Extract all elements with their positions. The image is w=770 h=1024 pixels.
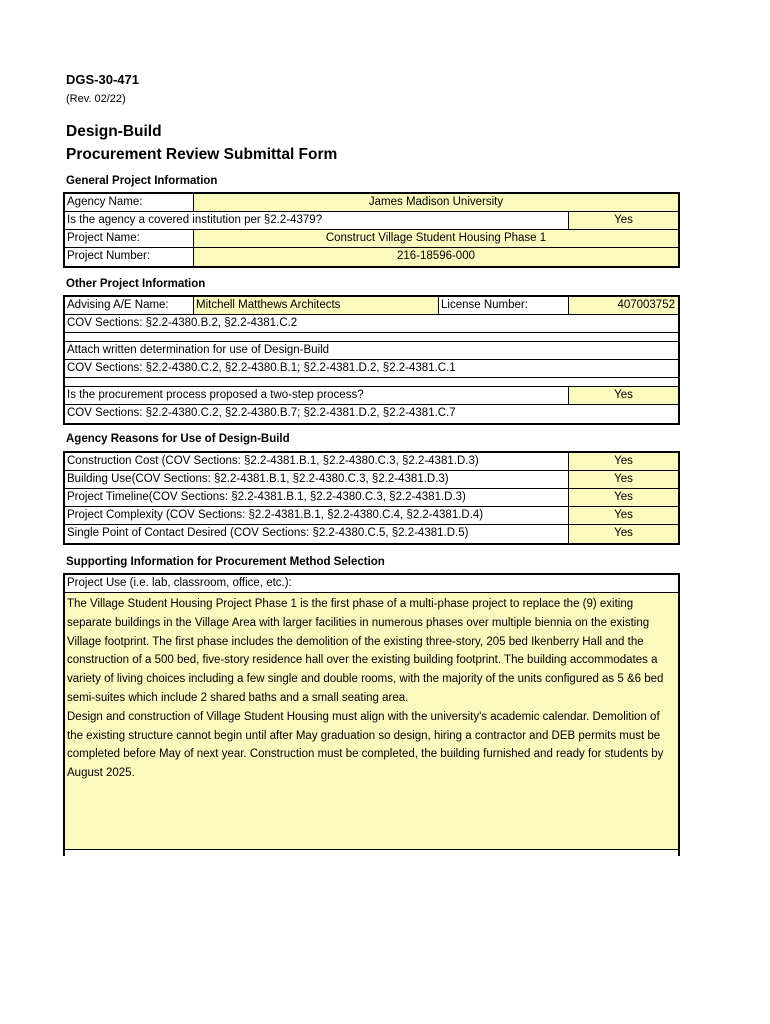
- license-field[interactable]: 407003752: [568, 297, 678, 314]
- spacer-row: [65, 333, 678, 342]
- spacer-row: [65, 378, 678, 387]
- two-step-row: [65, 387, 678, 405]
- revision-date: (Rev. 02/22): [66, 93, 126, 105]
- project-number-field[interactable]: 216-18596-000: [193, 248, 678, 266]
- project-name-label: Project Name:: [67, 232, 140, 244]
- attach-row: [65, 342, 678, 360]
- supporting-table: [63, 573, 680, 856]
- cov-sections-3: COV Sections: §2.2-4380.C.2, §2.2-4380.B.7; §2.2-4381.D.2, §2.2-4381.C.7: [67, 407, 456, 419]
- two-step-field[interactable]: Yes: [568, 387, 678, 404]
- reason-label: Project Timeline(COV Sections: §2.2-4381.B.1, §2.2-4380.C.3, §2.2-4381.D.3): [67, 491, 466, 503]
- general-info-table: [63, 192, 680, 268]
- reason-label: Single Point of Contact Desired (COV Sections: §2.2-4380.C.5, §2.2-4381.D.5): [67, 527, 469, 539]
- supporting-heading: Supporting Information for Procurement Method Selection: [66, 556, 385, 568]
- project-name-row: [65, 230, 678, 248]
- reason-row: [65, 489, 678, 507]
- narrative-paragraph-1: The Village Student Housing Project Phase 1 is the first phase of a multi-phase project to replace the (9) exiting separate buildings in the Village Area with larger facilities in numerous phases over multiple biennia on the existing Village footprint. The first phase includes the demolition of the existing three-story, 205 bed Ikenberry Hall and the construction of a 500 bed, five-story residence hall over the existing building footprint. The building accommodates a variety of living choices including a few single and double rooms, with the majority of the units configured as 5 &6 bed semi-suites which include 2 shared baths and a small seating area.: [67, 598, 664, 704]
- license-label: License Number:: [438, 297, 568, 314]
- reason-value-field[interactable]: Yes: [568, 489, 678, 506]
- two-step-label: Is the procurement process proposed a two-step process?: [67, 389, 364, 401]
- ae-row: [65, 297, 678, 315]
- project-use-textarea[interactable]: [65, 593, 678, 850]
- reason-row: [65, 453, 678, 471]
- covered-row: [65, 212, 678, 230]
- reason-value-field[interactable]: Yes: [568, 471, 678, 488]
- other-info-table: [63, 295, 680, 425]
- project-number-row: [65, 248, 678, 266]
- title-line-1: Design-Build: [66, 123, 162, 140]
- general-info-heading: General Project Information: [66, 175, 218, 187]
- covered-label: Is the agency a covered institution per §2.2-4379?: [67, 214, 323, 226]
- form-title: [66, 120, 337, 166]
- reason-value-field[interactable]: Yes: [568, 453, 678, 470]
- reason-label: Project Complexity (COV Sections: §2.2-4381.B.1, §2.2-4380.C.4, §2.2-4381.D.4): [67, 509, 484, 521]
- cov-row-2: [65, 360, 678, 378]
- project-use-row: [65, 575, 678, 593]
- covered-field[interactable]: Yes: [568, 212, 678, 229]
- ae-label: Advising A/E Name:: [67, 299, 169, 311]
- reason-value-field[interactable]: Yes: [568, 525, 678, 543]
- reason-label: Construction Cost (COV Sections: §2.2-4381.B.1, §2.2-4380.C.3, §2.2-4381.D.3): [67, 455, 479, 467]
- reason-row: [65, 507, 678, 525]
- narrative-paragraph-2: Design and construction of Village Student Housing must align with the university's academic calendar. Demolition of the existing structure cannot begin until after May graduation so design, hiring a contractor and DEB permits must be completed before May of next year. Construction must be completed, the building furnished and ready for students by August 2025.: [67, 710, 664, 780]
- reasons-heading: Agency Reasons for Use of Design-Build: [66, 433, 290, 445]
- reasons-table: [63, 451, 680, 545]
- reason-value-field[interactable]: Yes: [568, 507, 678, 524]
- cov-row-1: [65, 315, 678, 333]
- attach-determination-label: Attach written determination for use of Design-Build: [67, 344, 330, 356]
- project-use-label: Project Use (i.e. lab, classroom, office, etc.):: [67, 577, 292, 589]
- cov-row-3: [65, 405, 678, 423]
- cov-sections-2: COV Sections: §2.2-4380.C.2, §2.2-4380.B.1; §2.2-4381.D.2, §2.2-4381.C.1: [67, 362, 456, 374]
- ae-name-field[interactable]: Mitchell Matthews Architects: [193, 297, 438, 314]
- reason-row: [65, 525, 678, 543]
- agency-label: Agency Name:: [67, 196, 143, 208]
- title-line-2: Procurement Review Submittal Form: [66, 146, 338, 163]
- project-number-label: Project Number:: [67, 250, 151, 262]
- agency-field[interactable]: James Madison University: [193, 194, 678, 211]
- project-name-field[interactable]: Construct Village Student Housing Phase 1: [193, 230, 678, 247]
- form-code: DGS-30-471: [66, 72, 139, 87]
- reason-label: Building Use(COV Sections: §2.2-4381.B.1, §2.2-4380.C.3, §2.2-4381.D.3): [67, 473, 449, 485]
- other-info-heading: Other Project Information: [66, 278, 206, 290]
- cov-sections-1: COV Sections: §2.2-4380.B.2, §2.2-4381.C.2: [67, 317, 298, 329]
- reason-row: [65, 471, 678, 489]
- agency-row: [65, 194, 678, 212]
